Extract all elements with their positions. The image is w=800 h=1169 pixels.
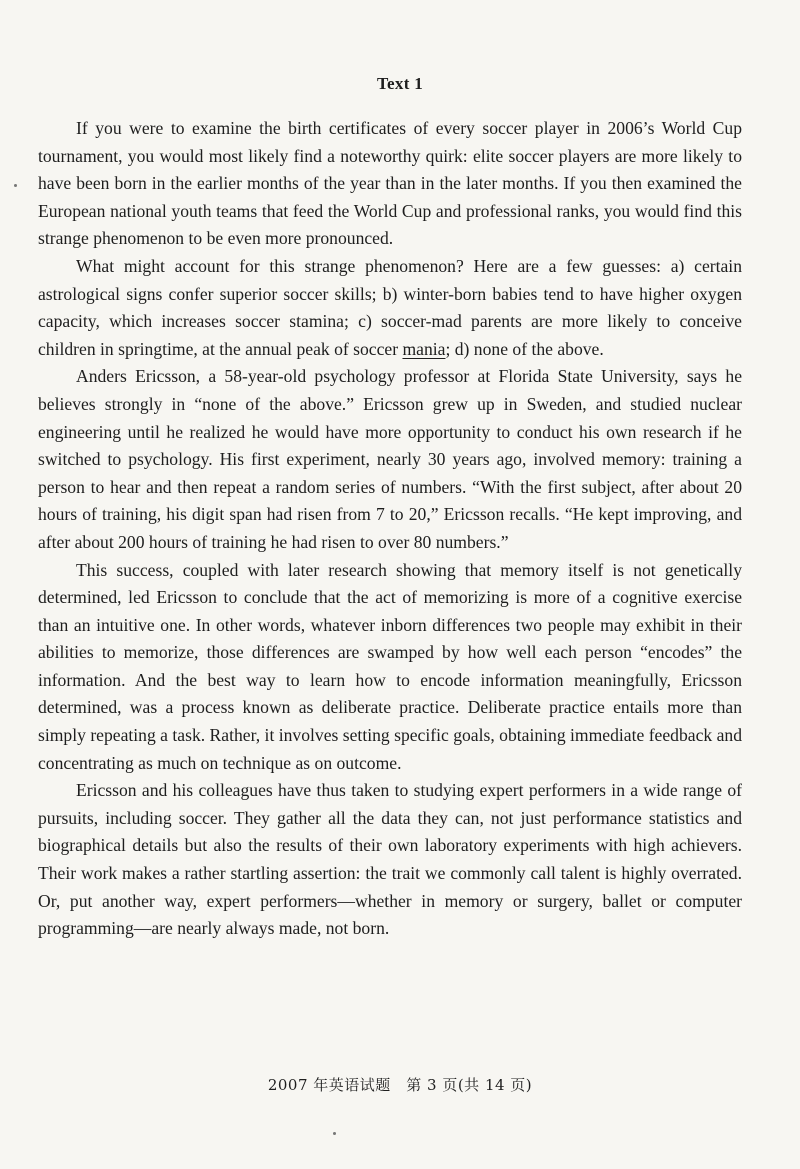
passage-body [38,115,742,943]
paragraph-4: This success, coupled with later research showing that memory itself is not genetically determined, led Ericsson to conclude that the act of memorizing is more of a cognitive exercise than an intuitive one. In other words, whatever inborn differences two people may exhibit in their abilities to memorize, those differences are swamped by how well each person “encodes” the information. And the best way to learn how to encode information meaningfully, Ericsson determined, was a process known as deliberate practice. Deliberate practice entails more than simply repeating a task. Rather, it involves setting specific goals, obtaining immediate feedback and concentrating as much on technique as on outcome. [38,559,742,773]
paragraph-2-tail: ; d) none of the above. [445,338,604,359]
paragraph-5: Ericsson and his colleagues have thus taken to studying expert performers in a wide range of pursuits, including soccer. They gather all the data they can, not just performance statistics and biographical details but also the results of their own laboratory experiments with high achievers. Their work makes a rather startling assertion: the trait we commonly call talent is highly overrated. Or, put another way, expert performers—whether in memory or surgery, ballet or computer programming—are nearly always made, not born. [38,780,742,939]
scan-speck [333,1132,336,1135]
paragraph-2 [38,253,742,363]
scan-speck [14,184,17,187]
paragraph-2-text: What might account for this strange phenomenon? Here are a few guesses: a) certain astrological signs confer superior soccer skills; b) winter-born babies tend to have higher oxygen capacity, which increases soccer stamina; c) soccer-mad parents are more likely to conceive children in springtime, at the annual peak of soccer [38,255,742,359]
text-title: Text 1 [376,74,424,93]
paragraph-1: If you were to examine the birth certificates of every soccer player in 2006’s World Cup tournament, you would most likely find a noteworthy quirk: elite soccer players are more likely to have been born in the earlier months of the year than in the later months. If you then examined the European national youth teams that feed the World Cup and professional ranks, you would find this strange phenomenon to be even more pronounced. [38,118,742,249]
page-footer: 2007 年英语试题 第 3 页(共 14 页) [267,1076,533,1094]
paragraph-3: Anders Ericsson, a 58-year-old psychology professor at Florida State University, says he believes strongly in “none of the above.” Ericsson grew up in Sweden, and studied nuclear engineering until he realized he would have more opportunity to conduct his own research if he switched to psychology. His first experiment, nearly 30 years ago, involved memory: training a person to hear and then repeat a random series of numbers. “With the first subject, after about 20 hours of training, his digit span had risen from 7 to 20,” Ericsson recalls. “He kept improving, and after about 200 hours of training he had risen to over 80 numbers.” [38,366,742,552]
underlined-word-mania: mania [402,338,446,359]
